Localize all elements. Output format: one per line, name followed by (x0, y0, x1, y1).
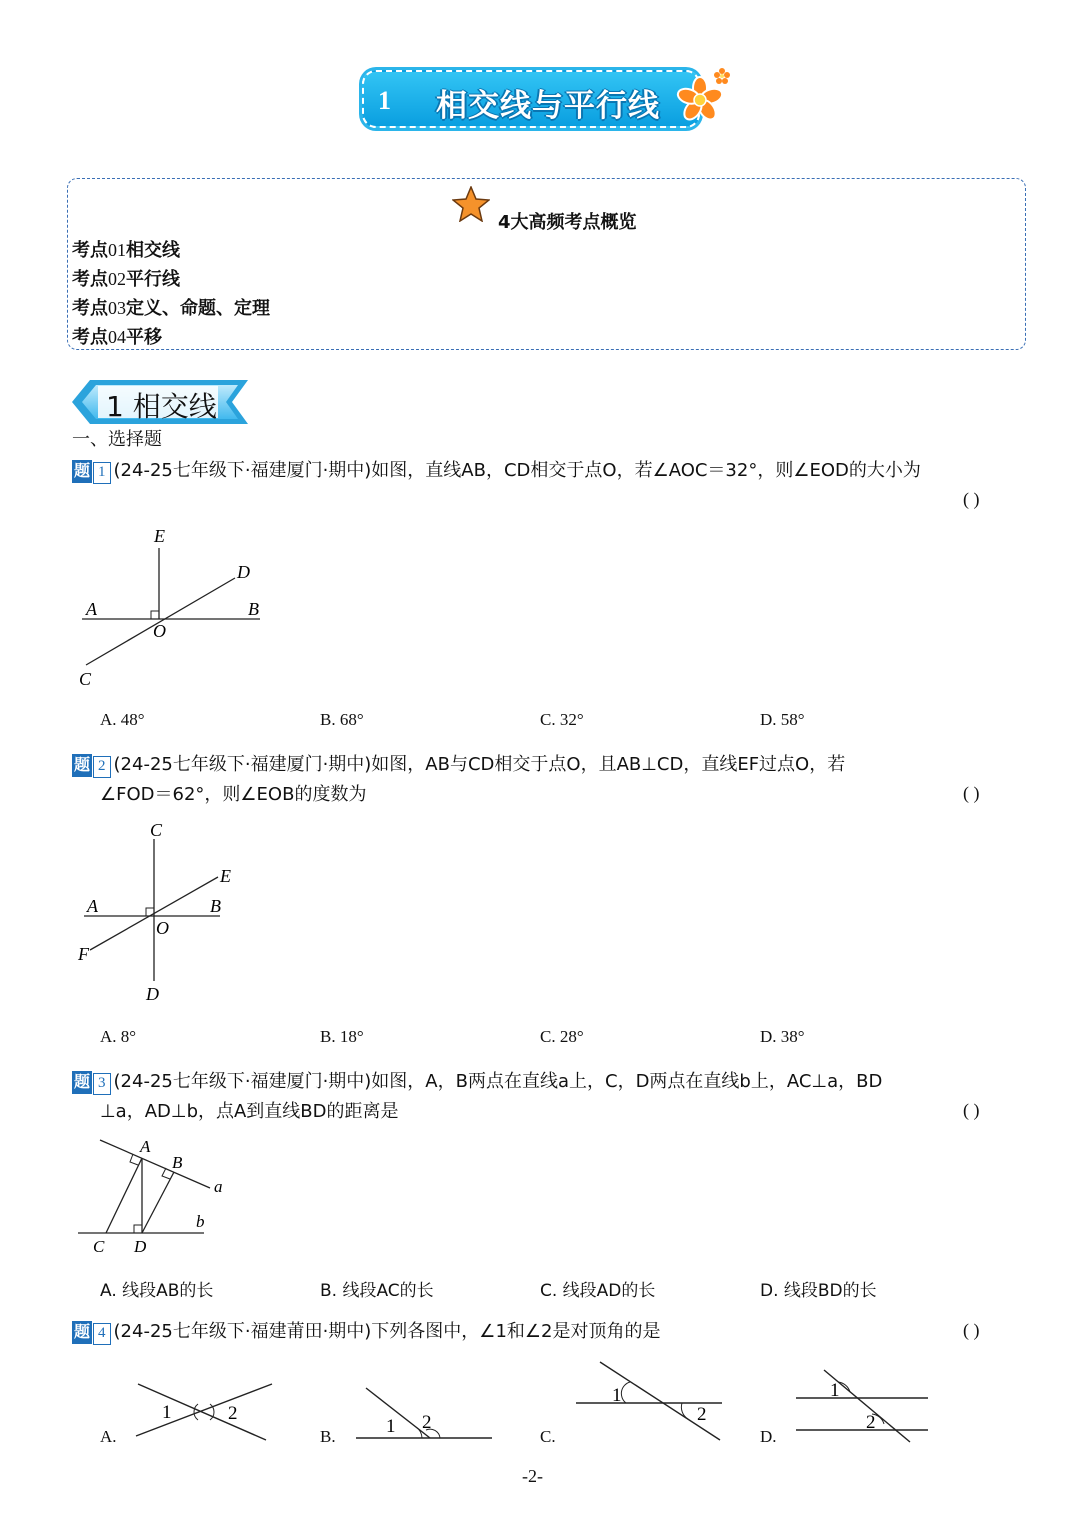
angle-1-label: 1 (386, 1416, 396, 1437)
option-b[interactable]: B. 18° (320, 1027, 364, 1046)
question-4-stem: 题 4 (24-25七年级下·福建莆田·期中)下列各图中，∠1和∠2是对顶角的是 (72, 1320, 660, 1345)
page-number: -2- (522, 1466, 543, 1486)
label-A: A (86, 599, 97, 619)
option-c[interactable]: C. 28° (540, 1027, 584, 1046)
question-2-figure (70, 815, 250, 1010)
question-3-stem-line2: ⊥a，AD⊥b，点A到直线BD的距离是 (100, 1101, 399, 1122)
question-2-stem-line2: ∠FOD＝62°，则∠EOB的度数为 (100, 784, 367, 805)
overview-item: 考点03定义、命题、定理 (72, 298, 270, 319)
angle-2-label: 2 (866, 1412, 876, 1433)
angle-2-label: 2 (422, 1412, 432, 1433)
label-D: D (134, 1237, 147, 1256)
angle-2-label: 2 (228, 1403, 238, 1424)
angle-1-label: 1 (612, 1385, 622, 1406)
angle-1-label: 1 (162, 1402, 172, 1423)
option-b-figure (352, 1380, 498, 1444)
option-c[interactable]: C. 32° (540, 710, 584, 729)
overview-item: 考点04平移 (72, 327, 162, 348)
label-a: a (214, 1177, 223, 1196)
label-O: O (156, 918, 169, 938)
label-A: A (87, 896, 98, 916)
overview-box (67, 178, 1026, 350)
question-type-heading: 一、选择题 (72, 429, 162, 450)
angle-1-label: 1 (830, 1380, 840, 1401)
answer-bracket[interactable]: ( ) (963, 1100, 980, 1120)
question-3-figure (70, 1132, 240, 1262)
label-C: C (93, 1237, 105, 1256)
option-b[interactable]: B. 线段AC的长 (320, 1281, 434, 1301)
question-2-stem: 题 2 (24-25七年级下·福建厦门·期中)如图，AB与CD相交于点O，且AB⊥CD，直线EF过点O，若 (72, 753, 845, 778)
label-E: E (154, 526, 165, 546)
overview-item: 考点01相交线 (72, 240, 180, 261)
option-a-figure (128, 1378, 278, 1446)
option-c-figure (570, 1358, 730, 1444)
option-a[interactable]: A. 8° (100, 1027, 137, 1046)
angle-2-label: 2 (697, 1404, 707, 1425)
section-title: 1 相交线 (106, 390, 217, 423)
label-O: O (153, 621, 166, 641)
label-C: C (150, 820, 163, 840)
label-D: D (237, 562, 250, 582)
label-D: D (146, 984, 159, 1004)
option-b[interactable]: B. (320, 1427, 336, 1446)
option-a[interactable]: A. (100, 1427, 117, 1446)
label-C: C (79, 669, 92, 689)
option-a[interactable]: A. 48° (100, 710, 145, 729)
label-B: B (210, 896, 221, 916)
option-d[interactable]: D. 58° (760, 710, 805, 729)
label-b: b (196, 1212, 205, 1231)
option-a[interactable]: A. 线段AB的长 (100, 1281, 214, 1301)
answer-bracket[interactable]: ( ) (963, 783, 980, 803)
option-d[interactable]: D. 线段BD的长 (760, 1281, 877, 1301)
option-b[interactable]: B. 68° (320, 710, 364, 729)
option-c[interactable]: C. 线段AD的长 (540, 1281, 656, 1301)
flower-icon (672, 66, 734, 128)
label-E: E (220, 866, 231, 886)
overview-item: 考点02平行线 (72, 269, 180, 290)
option-c[interactable]: C. (540, 1427, 556, 1446)
label-A: A (140, 1137, 151, 1156)
star-icon (452, 186, 490, 222)
label-B: B (172, 1153, 183, 1172)
chapter-title: 相交线与平行线 (436, 88, 660, 124)
overview-title: 4大高频考点概览 (498, 212, 637, 233)
chapter-number: 1 (378, 86, 391, 115)
answer-bracket[interactable]: ( ) (963, 1320, 980, 1340)
question-3-stem: 题 3 (24-25七年级下·福建厦门·期中)如图，A，B两点在直线a上，C，D两点在直线b上，AC⊥a，BD (72, 1070, 882, 1095)
label-F: F (78, 944, 89, 964)
question-1-figure (70, 520, 280, 695)
question-1-stem: 题 1 (24-25七年级下·福建厦门·期中)如图，直线AB，CD相交于点O，若∠AOC＝32°，则∠EOD的大小为 (72, 459, 921, 484)
option-d[interactable]: D. (760, 1427, 777, 1446)
answer-bracket[interactable]: ( ) (963, 489, 980, 509)
label-B: B (248, 599, 259, 619)
option-d-figure (790, 1364, 936, 1446)
option-d[interactable]: D. 38° (760, 1027, 805, 1046)
